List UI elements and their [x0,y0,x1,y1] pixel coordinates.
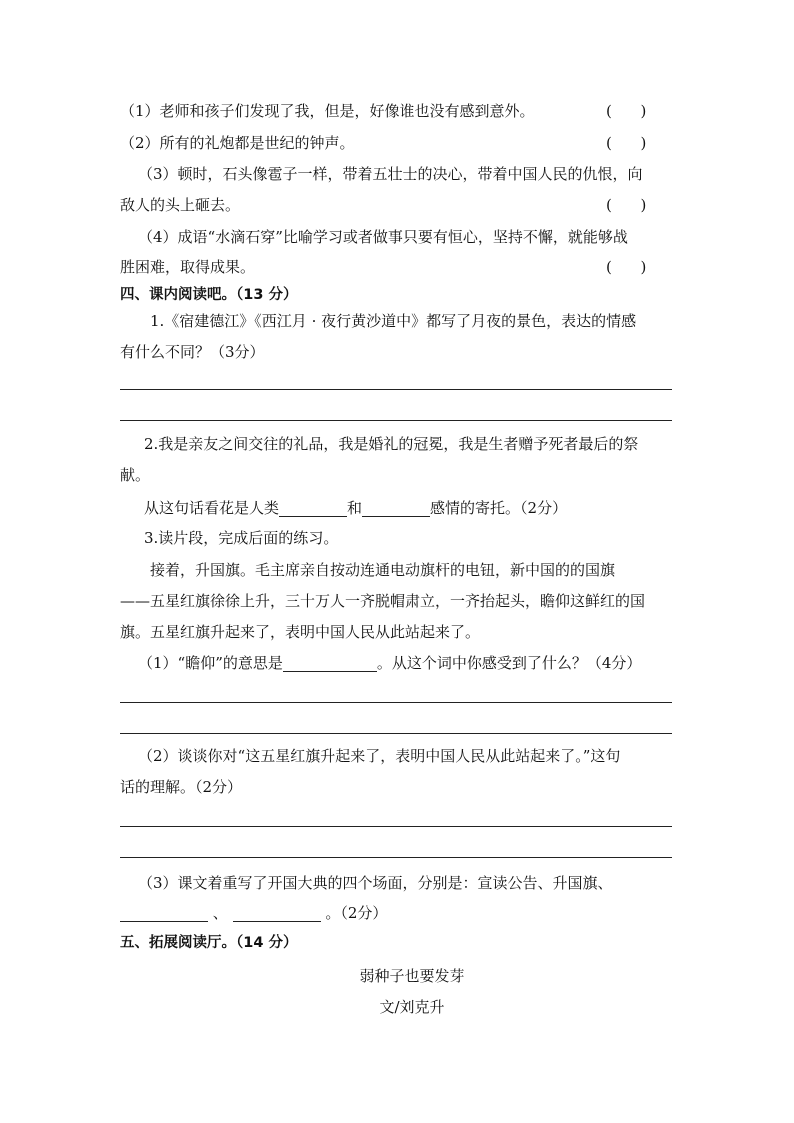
q2-line1: 2.我是亲友之间交往的礼品，我是婚礼的冠冕，我是生者赠予死者最后的祭 [144,435,639,453]
answer-line-sub2-a[interactable] [120,826,672,827]
judge-item-1: （1）老师和孩子们发现了我，但是，好像谁也没有感到意外。 [120,102,535,120]
answer-line-sub2-b[interactable] [120,857,672,858]
q2-fill-suffix: 感情的寄托。（2分） [430,499,568,517]
blank-sub1[interactable] [283,655,377,672]
answer-line-q1-a[interactable] [120,389,672,390]
q2-fill-middle: 和 [347,499,363,517]
judge-item-4-line2: 胜困难，取得成果。 [120,258,256,276]
sub3-line2 [120,903,387,923]
section-4-heading: 四、课内阅读吧。（13 分） [120,287,298,303]
q1-line2: 有什么不同？（3分） [120,343,265,361]
answer-line-sub1-b[interactable] [120,733,672,734]
q2-fill-sentence [144,498,567,518]
answer-paren-4[interactable]: ( ) [606,258,647,276]
judge-item-3-line2: 敌人的头上砸去。 [120,196,241,214]
sub2-line2: 话的理解。（2分） [120,778,243,796]
sub1-suffix: 。从这个词中你感受到了什么？（4分） [376,654,642,672]
sub1-sentence [138,653,641,673]
passage-line2: ——五星红旗徐徐上升，三十万人一齐脱帽肃立，一齐抬起头，瞻仰这鲜红的国 [120,592,646,610]
section-5-heading: 五、拓展阅读厅。（14 分） [120,935,298,951]
judge-item-4-line1: （4）成语“水滴石穿”比喻学习或者做事只要有恒心，坚持不懈，就能够战 [138,228,628,246]
article-author: 文/刘克升 [379,998,445,1016]
sub1-prefix: （1）“瞻仰”的意思是 [138,654,283,672]
answer-paren-2[interactable]: ( ) [606,134,647,152]
passage-line3: 旗。五星红旗升起来了，表明中国人民从此站起来了。 [120,623,481,641]
article-title: 弱种子也要发芽 [359,967,465,985]
q2-fill-prefix: 从这句话看花是人类 [144,499,280,517]
answer-paren-3[interactable]: ( ) [606,196,647,214]
sub3-separator: 、 [212,904,228,922]
passage-line1: 接着，升国旗。毛主席亲自按动连通电动旗杆的电钮，新中国的的国旗 [150,561,616,579]
answer-paren-1[interactable]: ( ) [606,102,647,120]
blank-q2-b[interactable] [362,500,430,517]
answer-line-q1-b[interactable] [120,420,672,421]
blank-sub3-b[interactable] [233,905,321,922]
q2-line2: 献。 [120,466,151,484]
blank-q2-a[interactable] [279,500,347,517]
sub3-suffix: 。（2分） [325,904,388,922]
answer-line-sub1-a[interactable] [120,702,672,703]
sub3-line1: （3）课文着重写了开国大典的四个场面，分别是：宣读公告、升国旗、 [138,874,613,892]
judge-item-3-line1: （3）顿时，石头像雹子一样，带着五壮士的决心，带着中国人民的仇恨，向 [138,165,643,183]
q1-line1: 1.《宿建德江》《西江月 · 夜行黄沙道中》都写了月夜的景色，表达的情感 [150,312,637,330]
judge-item-2: （2）所有的礼炮都是世纪的钟声。 [120,134,355,152]
q3-intro: 3.读片段，完成后面的练习。 [144,529,339,547]
sub2-line1: （2）谈谈你对“这五星红旗升起来了，表明中国人民从此站起来了。”这句 [138,747,621,765]
blank-sub3-a[interactable] [120,905,208,922]
